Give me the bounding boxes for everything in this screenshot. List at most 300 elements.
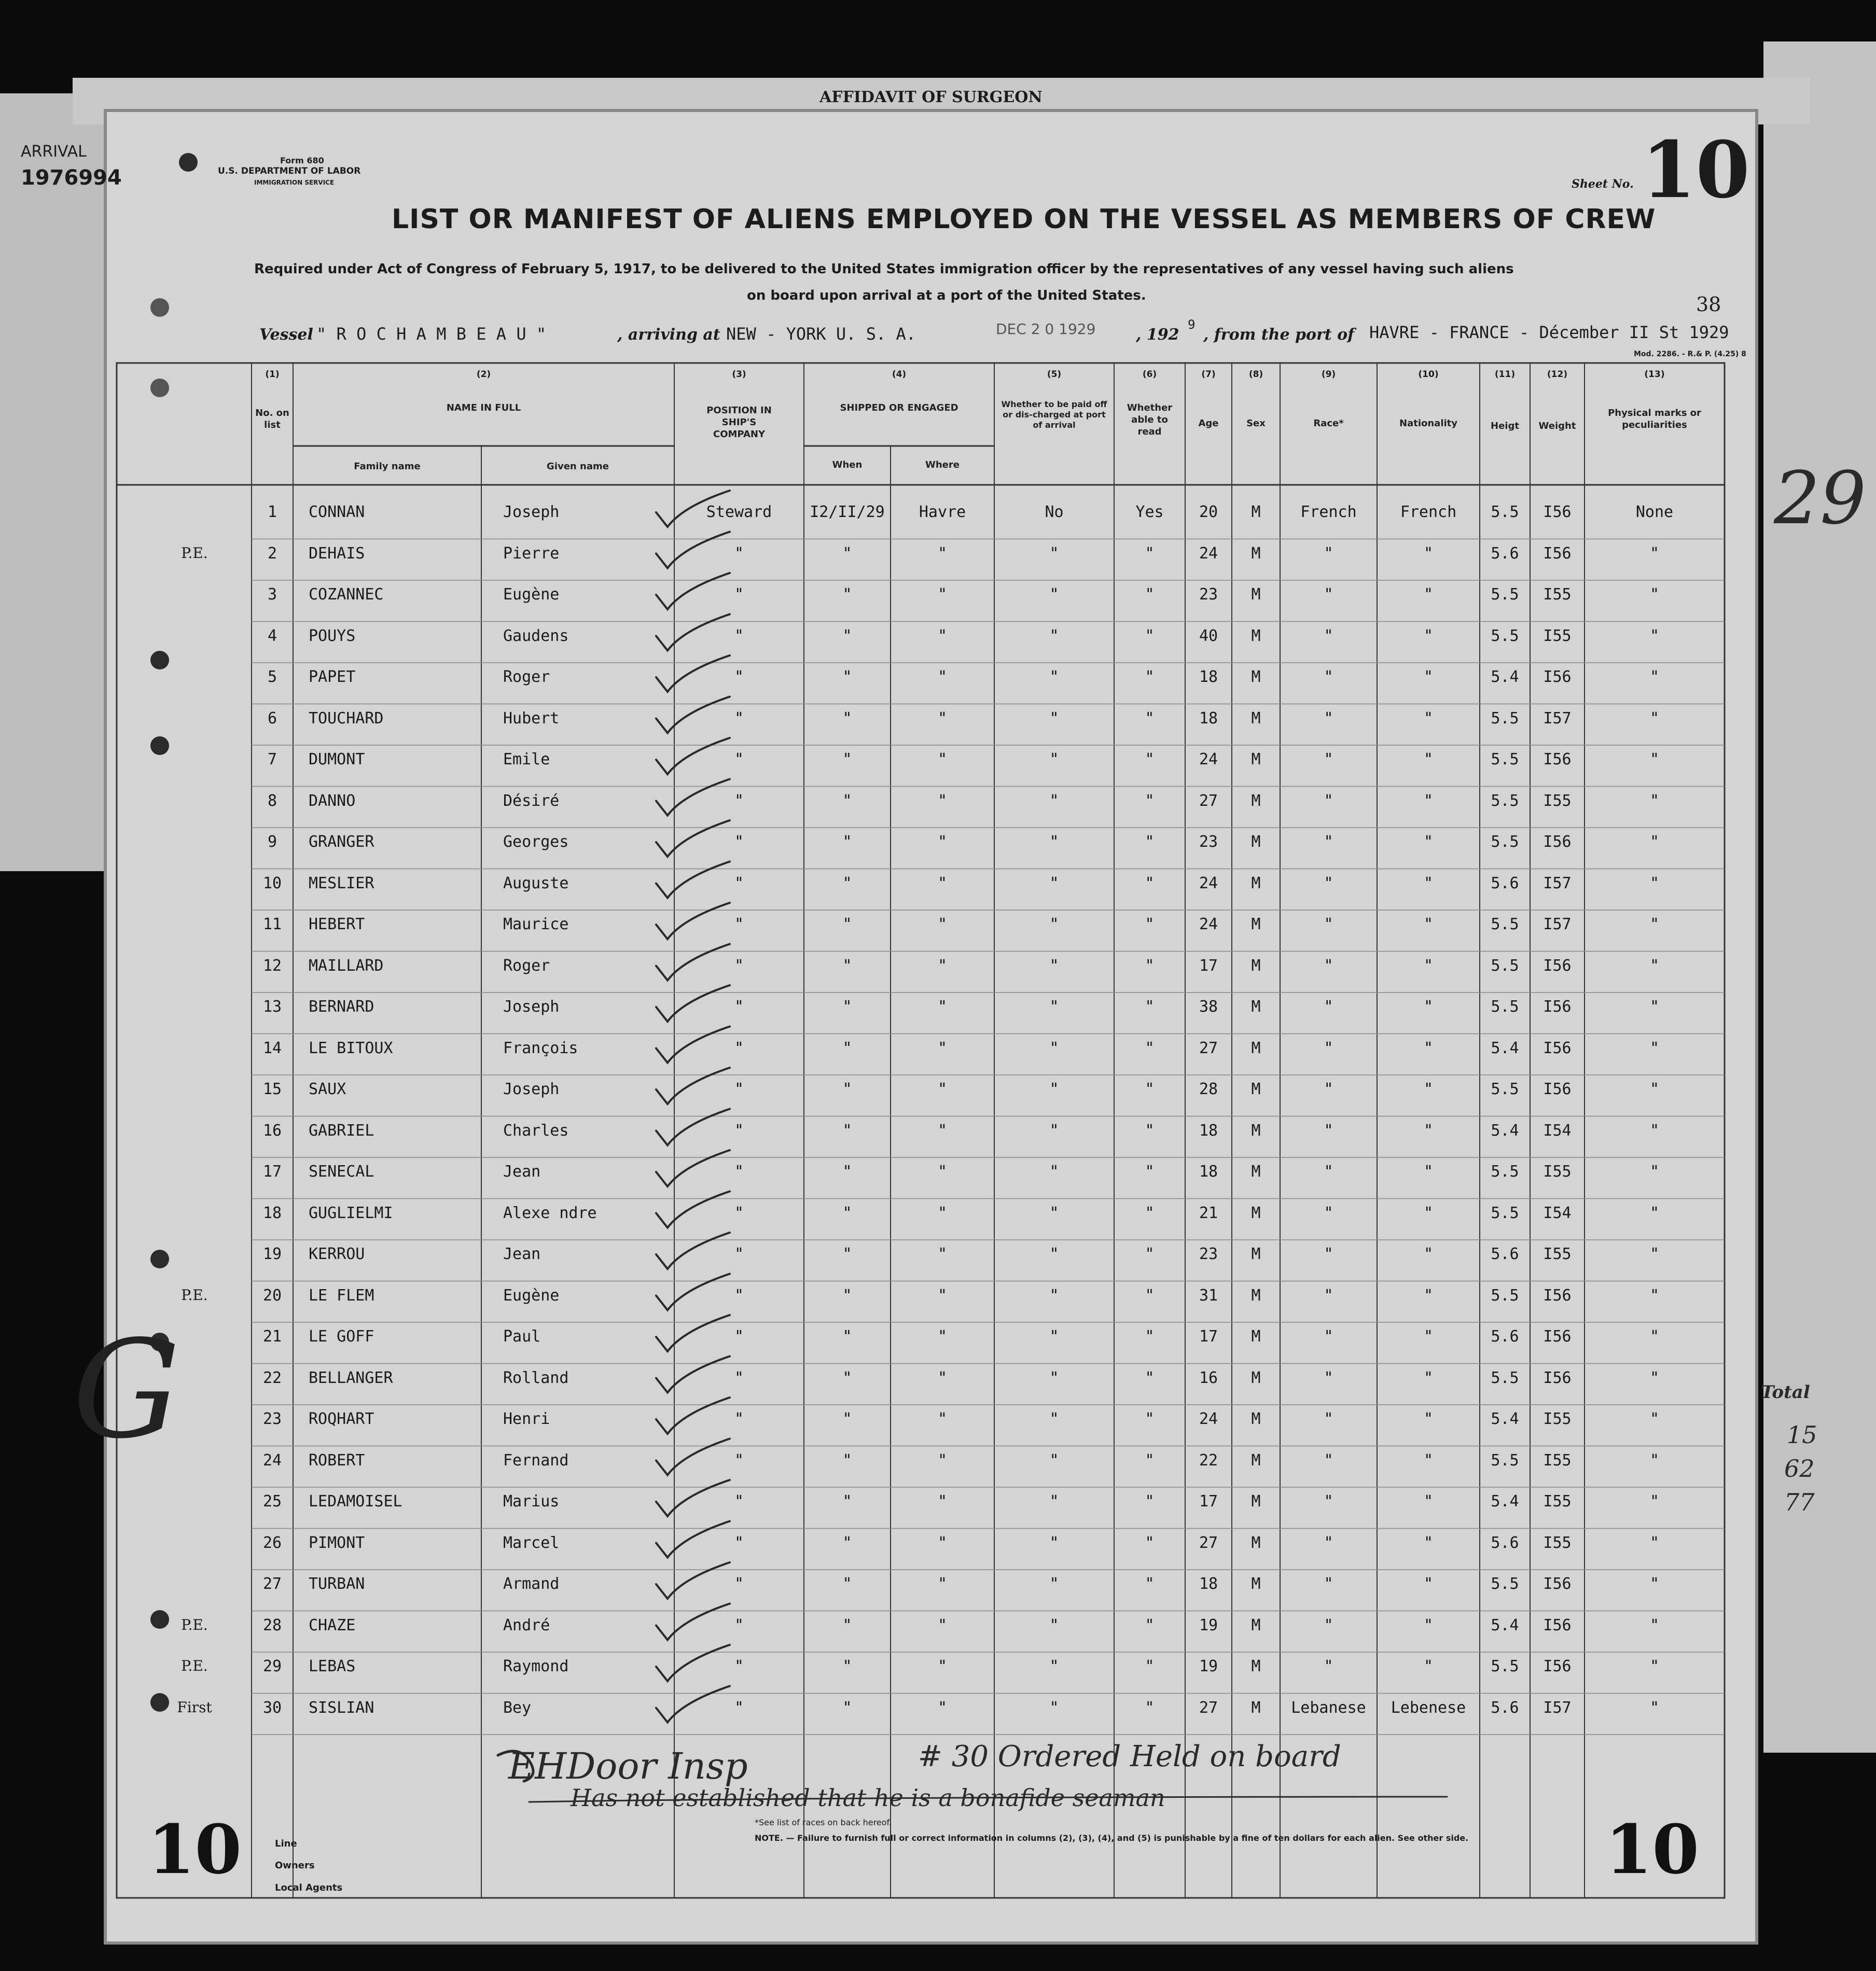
col4-number: (4) (892, 369, 907, 380)
nationality-cell: French (1400, 503, 1457, 521)
local-agents-label: Local Agents (275, 1882, 343, 1893)
nationality-cell: " (1423, 1492, 1434, 1511)
given-name-cell: André (503, 1616, 550, 1634)
shipped-where-cell: " (937, 1575, 948, 1593)
given-name-cell: Pierre (503, 544, 560, 563)
col6-header: Whether able to read (1127, 402, 1173, 437)
able-to-read-cell: " (1145, 874, 1155, 892)
age-cell: 27 (1199, 1533, 1218, 1552)
physical-marks-cell: " (1649, 1657, 1660, 1675)
weight-cell: I56 (1543, 1327, 1572, 1346)
weight-cell: I56 (1543, 503, 1572, 521)
nationality-cell: " (1423, 1451, 1434, 1470)
weight-cell: I56 (1543, 1286, 1572, 1305)
weight-cell: I56 (1543, 998, 1572, 1016)
physical-marks-cell: " (1649, 626, 1660, 645)
age-cell: 40 (1199, 626, 1218, 645)
paid-off-cell: " (1049, 874, 1059, 892)
shipped-where-cell: " (937, 1286, 948, 1305)
shipped-where-cell: " (937, 709, 948, 728)
nationality-cell: " (1423, 709, 1434, 728)
family-name-cell: CHAZE (309, 1616, 356, 1634)
family-name-cell: TOUCHARD (309, 709, 384, 728)
family-name-cell: BERNARD (309, 998, 374, 1016)
row-number-cell: 12 (262, 956, 282, 975)
physical-marks-cell: " (1649, 915, 1660, 933)
height-cell: 5.4 (1491, 1410, 1519, 1428)
physical-marks-cell: " (1649, 1327, 1660, 1346)
row-number-cell: 3 (267, 585, 277, 604)
paid-off-cell: " (1049, 544, 1059, 563)
physical-marks-cell: " (1649, 1245, 1660, 1263)
physical-marks-cell: " (1649, 709, 1660, 728)
position-cell: " (734, 1204, 744, 1222)
physical-marks-cell: " (1649, 1204, 1660, 1222)
able-to-read-cell: " (1145, 1410, 1155, 1428)
physical-marks-cell: " (1649, 1039, 1660, 1057)
position-cell: " (734, 750, 744, 768)
weight-cell: I55 (1543, 626, 1572, 645)
arriving-label: , arriving at (617, 326, 720, 344)
nationality-cell: " (1423, 1327, 1434, 1346)
age-cell: 27 (1199, 1039, 1218, 1057)
shipped-when-cell: " (842, 1575, 852, 1593)
position-cell: " (734, 668, 744, 686)
sex-cell: M (1251, 626, 1261, 645)
row-number-cell: 1 (267, 503, 277, 521)
physical-marks-cell: " (1649, 1080, 1660, 1098)
paid-off-cell: " (1049, 709, 1059, 728)
family-name-cell: PIMONT (309, 1533, 365, 1552)
sex-cell: M (1251, 833, 1261, 851)
binder-hole (150, 298, 169, 317)
paid-off-cell: " (1049, 1533, 1059, 1552)
family-name-cell: ROBERT (309, 1451, 365, 1470)
sex-cell: M (1251, 668, 1261, 686)
height-cell: 5.6 (1491, 1533, 1519, 1552)
vessel-name: " R O C H A M B E A U " (316, 324, 547, 344)
race-cell: French (1300, 503, 1357, 521)
race-cell: " (1324, 1204, 1333, 1222)
sex-cell: M (1251, 503, 1261, 521)
shipped-when-cell: " (842, 1492, 852, 1511)
weight-cell: I57 (1543, 915, 1572, 933)
col2-number: (2) (476, 369, 491, 380)
able-to-read-cell: " (1145, 1286, 1155, 1305)
shipped-where-cell: " (937, 750, 948, 768)
row-number-cell: 28 (262, 1616, 282, 1634)
paid-off-cell: " (1049, 750, 1059, 768)
age-cell: 17 (1199, 956, 1218, 975)
physical-marks-cell: " (1649, 956, 1660, 975)
given-name-cell: Eugène (503, 585, 560, 604)
sex-cell: M (1251, 1616, 1261, 1634)
height-cell: 5.5 (1491, 1204, 1519, 1222)
given-name-cell: Fernand (503, 1451, 569, 1470)
able-to-read-cell: " (1145, 1163, 1155, 1181)
col6-number: (6) (1142, 369, 1157, 380)
family-name-cell: SISLIAN (309, 1698, 374, 1717)
nationality-cell: " (1423, 1410, 1434, 1428)
age-cell: 24 (1199, 544, 1218, 563)
family-name-cell: ROQHART (309, 1410, 374, 1428)
paid-off-cell: " (1049, 998, 1059, 1016)
height-cell: 5.5 (1491, 1575, 1519, 1593)
given-name-cell: Alexe ndre (503, 1204, 597, 1222)
height-cell: 5.4 (1491, 1039, 1519, 1057)
row-number-cell: 10 (262, 874, 282, 892)
sheet-label: Sheet No. (1572, 177, 1634, 191)
mark-cell: P.E. (181, 1657, 208, 1674)
family-name-cell: HEBERT (309, 915, 365, 933)
sex-cell: M (1251, 1657, 1261, 1675)
able-to-read-cell: " (1145, 1368, 1155, 1387)
right-underlying-sheet (1763, 41, 1876, 1753)
given-name-cell: Gaudens (503, 626, 569, 645)
age-cell: 24 (1199, 1410, 1218, 1428)
age-cell: 16 (1199, 1368, 1218, 1387)
row-number-cell: 19 (262, 1245, 282, 1263)
given-name-cell: Henri (503, 1410, 550, 1428)
col9-header: Race* (1313, 418, 1344, 429)
weight-cell: I57 (1543, 709, 1572, 728)
paid-off-cell: " (1049, 1410, 1059, 1428)
col13-number: (13) (1644, 369, 1665, 380)
able-to-read-cell: " (1145, 1616, 1155, 1634)
row-number-cell: 26 (262, 1533, 282, 1552)
age-cell: 23 (1199, 585, 1218, 604)
able-to-read-cell: " (1145, 1575, 1155, 1593)
form-number: Form 680 (280, 156, 324, 165)
weight-cell: I56 (1543, 1368, 1572, 1387)
held-on-board-note: # 30 Ordered Held on board (918, 1740, 1341, 1773)
nationality-cell: " (1423, 626, 1434, 645)
shipped-where-cell: " (937, 998, 948, 1016)
col10-header: Nationality (1399, 418, 1457, 429)
family-name-cell: MESLIER (309, 874, 374, 892)
shipped-when-cell: " (842, 1039, 852, 1057)
race-cell: " (1324, 544, 1333, 563)
shipped-where-cell: " (937, 1451, 948, 1470)
race-cell: Lebanese (1291, 1698, 1366, 1717)
family-name-cell: KERROU (309, 1245, 365, 1263)
position-cell: " (734, 874, 744, 892)
position-cell: " (734, 1410, 744, 1428)
race-cell: " (1324, 626, 1333, 645)
col2b-header: Given name (547, 461, 609, 472)
height-cell: 5.5 (1491, 626, 1519, 645)
mark-cell: P.E. (181, 1286, 208, 1304)
col1-header: No. on list (255, 408, 289, 430)
family-name-cell: DEHAIS (309, 544, 365, 563)
shipped-when-cell: " (842, 750, 852, 768)
weight-cell: I54 (1543, 1204, 1572, 1222)
shipped-where-cell: " (937, 668, 948, 686)
given-name-cell: Paul (503, 1327, 541, 1346)
race-cell: " (1324, 750, 1333, 768)
col9-number: (9) (1321, 369, 1336, 380)
col4b-header: Where (925, 459, 960, 470)
sex-cell: M (1251, 1039, 1261, 1057)
shipped-where-cell: Havre (919, 503, 966, 521)
given-name-cell: Emile (503, 750, 550, 768)
race-cell: " (1324, 1492, 1333, 1511)
able-to-read-cell: Yes (1135, 503, 1164, 521)
department: U.S. DEPARTMENT OF LABOR (218, 166, 361, 176)
total-value-3: 77 (1784, 1488, 1815, 1516)
shipped-where-cell: " (937, 1039, 948, 1057)
seaman-note: Has not established that he is a bonafide seaman (571, 1784, 1165, 1812)
shipped-where-cell: " (937, 1616, 948, 1634)
shipped-when-cell: " (842, 1533, 852, 1552)
nationality-cell: " (1423, 1575, 1434, 1593)
row-number-cell: 11 (262, 915, 282, 933)
subtitle-line2: on board upon arrival at a port of the United States. (747, 288, 1146, 303)
position-cell: " (734, 1368, 744, 1387)
nationality-cell: " (1423, 1616, 1434, 1634)
able-to-read-cell: " (1145, 956, 1155, 975)
height-cell: 5.5 (1491, 709, 1519, 728)
given-name-cell: Jean (503, 1245, 541, 1263)
race-cell: " (1324, 1575, 1333, 1593)
col5-header: Whether to be paid off or dis-charged at port of arrival (1001, 399, 1107, 430)
row-number-cell: 9 (267, 833, 277, 851)
col12-number: (12) (1547, 369, 1568, 380)
race-cell: " (1324, 1657, 1333, 1675)
physical-marks-cell: " (1649, 1616, 1660, 1634)
date-stamp: DEC 2 0 1929 (996, 320, 1096, 338)
given-name-cell: Roger (503, 668, 550, 686)
height-cell: 5.4 (1491, 1121, 1519, 1140)
height-cell: 5.6 (1491, 1698, 1519, 1717)
age-cell: 31 (1199, 1286, 1218, 1305)
shipped-when-cell: " (842, 874, 852, 892)
sex-cell: M (1251, 1368, 1261, 1387)
sex-cell: M (1251, 998, 1261, 1016)
sex-cell: M (1251, 585, 1261, 604)
paid-off-cell: " (1049, 833, 1059, 851)
given-name-cell: Auguste (503, 874, 569, 892)
given-name-cell: Joseph (503, 503, 560, 521)
col1-number: (1) (265, 369, 280, 380)
paid-off-cell: " (1049, 1657, 1059, 1675)
family-name-cell: GUGLIELMI (309, 1204, 393, 1222)
right-margin-number: 29 (1774, 456, 1867, 541)
shipped-where-cell: " (937, 1204, 948, 1222)
able-to-read-cell: " (1145, 1533, 1155, 1552)
shipped-when-cell: " (842, 544, 852, 563)
sex-cell: M (1251, 750, 1261, 768)
able-to-read-cell: " (1145, 1121, 1155, 1140)
row-number-cell: 6 (267, 709, 277, 728)
col12-header: Weight (1538, 421, 1576, 431)
shipped-when-cell: " (842, 1163, 852, 1181)
given-name-cell: Joseph (503, 1080, 560, 1098)
race-cell: " (1324, 956, 1333, 975)
position-cell: " (734, 1616, 744, 1634)
able-to-read-cell: " (1145, 626, 1155, 645)
penalty-note: NOTE. — Failure to furnish full or correct information in columns (2), (3), (4), and (5) is punishable by a fine of ten dollars for each alien. See other side. (755, 1833, 1469, 1843)
sex-cell: M (1251, 1698, 1261, 1717)
weight-cell: I56 (1543, 668, 1572, 686)
able-to-read-cell: " (1145, 750, 1155, 768)
physical-marks-cell: " (1649, 668, 1660, 686)
paid-off-cell: " (1049, 915, 1059, 933)
physical-marks-cell: " (1649, 1575, 1660, 1593)
physical-marks-cell: None (1635, 503, 1674, 521)
binder-hole (150, 736, 169, 755)
given-name-cell: Eugène (503, 1286, 560, 1305)
paid-off-cell: " (1049, 1327, 1059, 1346)
sex-cell: M (1251, 1080, 1261, 1098)
col7-header: Age (1198, 418, 1219, 429)
nationality-cell: " (1423, 833, 1434, 851)
weight-cell: I56 (1543, 1575, 1572, 1593)
col8-number: (8) (1248, 369, 1263, 380)
given-name-cell: Hubert (503, 709, 560, 728)
weight-cell: I55 (1543, 791, 1572, 810)
mark-cell: First (177, 1698, 212, 1716)
races-note: *See list of races on back hereof. (755, 1818, 892, 1827)
nationality-cell: " (1423, 1039, 1434, 1057)
height-cell: 5.5 (1491, 1451, 1519, 1470)
shipped-where-cell: " (937, 1657, 948, 1675)
shipped-when-cell: " (842, 1368, 852, 1387)
weight-cell: I55 (1543, 1492, 1572, 1511)
able-to-read-cell: " (1145, 1451, 1155, 1470)
shipped-when-cell: " (842, 833, 852, 851)
paid-off-cell: " (1049, 1039, 1059, 1057)
given-name-cell: Maurice (503, 915, 569, 933)
shipped-when-cell: " (842, 585, 852, 604)
position-cell: " (734, 1286, 744, 1305)
owners-label: Owners (275, 1860, 315, 1871)
vessel-label: Vessel (259, 326, 313, 344)
height-cell: 5.5 (1491, 750, 1519, 768)
given-name-cell: Roger (503, 956, 550, 975)
left-big-letter: G (73, 1312, 180, 1469)
shipped-when-cell: " (842, 1204, 852, 1222)
binder-hole (150, 379, 169, 397)
paid-off-cell: " (1049, 1575, 1059, 1593)
row-number-cell: 5 (267, 668, 277, 686)
shipped-where-cell: " (937, 1245, 948, 1263)
race-cell: " (1324, 668, 1333, 686)
affidavit-heading: AFFIDAVIT OF SURGEON (819, 88, 1043, 106)
given-name-cell: Georges (503, 833, 569, 851)
family-name-cell: PAPET (309, 668, 356, 686)
family-name-cell: GABRIEL (309, 1121, 374, 1140)
shipped-where-cell: " (937, 544, 948, 563)
race-cell: " (1324, 1327, 1333, 1346)
sex-cell: M (1251, 709, 1261, 728)
position-cell: " (734, 1575, 744, 1593)
given-name-cell: Armand (503, 1575, 560, 1593)
given-name-cell: Désiré (503, 791, 560, 810)
col4a-header: When (832, 459, 863, 470)
position-cell: " (734, 709, 744, 728)
sex-cell: M (1251, 1327, 1261, 1346)
nationality-cell: " (1423, 1657, 1434, 1675)
shipped-when-cell: " (842, 956, 852, 975)
physical-marks-cell: " (1649, 998, 1660, 1016)
height-cell: 5.5 (1491, 503, 1519, 521)
height-cell: 5.5 (1491, 998, 1519, 1016)
nationality-cell: " (1423, 1121, 1434, 1140)
position-cell: " (734, 956, 744, 975)
shipped-when-cell: " (842, 998, 852, 1016)
sex-cell: M (1251, 1163, 1261, 1181)
arrival-label: ARRIVAL (21, 143, 87, 161)
given-name-cell: François (503, 1039, 578, 1057)
sex-cell: M (1251, 1533, 1261, 1552)
shipped-where-cell: " (937, 1368, 948, 1387)
paid-off-cell: " (1049, 1204, 1059, 1222)
given-name-cell: Charles (503, 1121, 569, 1140)
physical-marks-cell: " (1649, 750, 1660, 768)
row-number-cell: 29 (262, 1657, 282, 1675)
paid-off-cell: " (1049, 791, 1059, 810)
position-cell: " (734, 915, 744, 933)
paid-off-cell: " (1049, 1245, 1059, 1263)
from-port-label: , from the port of (1203, 326, 1355, 344)
paid-off-cell: " (1049, 1451, 1059, 1470)
age-cell: 21 (1199, 1204, 1218, 1222)
weight-cell: I55 (1543, 1533, 1572, 1552)
year-label: , 192 (1136, 326, 1179, 344)
weight-cell: I56 (1543, 1657, 1572, 1675)
race-cell: " (1324, 1533, 1333, 1552)
shipped-when-cell: " (842, 1080, 852, 1098)
height-cell: 5.6 (1491, 544, 1519, 563)
nationality-cell: Lebenese (1391, 1698, 1466, 1717)
manifest-title: LIST OR MANIFEST OF ALIENS EMPLOYED ON THE VESSEL AS MEMBERS OF CREW (392, 204, 1656, 235)
family-name-cell: POUYS (309, 626, 356, 645)
age-cell: 28 (1199, 1080, 1218, 1098)
height-cell: 5.6 (1491, 874, 1519, 892)
able-to-read-cell: " (1145, 791, 1155, 810)
physical-marks-cell: " (1649, 1163, 1660, 1181)
able-to-read-cell: " (1145, 1080, 1155, 1098)
sex-cell: M (1251, 956, 1261, 975)
sex-cell: M (1251, 1451, 1261, 1470)
race-cell: " (1324, 1616, 1333, 1634)
given-name-cell: Bey (503, 1698, 532, 1717)
weight-cell: I56 (1543, 750, 1572, 768)
nationality-cell: " (1423, 1533, 1434, 1552)
weight-cell: I56 (1543, 833, 1572, 851)
height-cell: 5.5 (1491, 791, 1519, 810)
left-underlying-sheet (0, 93, 119, 871)
shipped-when-cell: " (842, 709, 852, 728)
col13-header: Physical marks or peculiarities (1608, 408, 1701, 430)
row-number-cell: 16 (262, 1121, 282, 1140)
sex-cell: M (1251, 874, 1261, 892)
age-cell: 23 (1199, 1245, 1218, 1263)
family-name-cell: DANNO (309, 791, 356, 810)
shipped-where-cell: " (937, 915, 948, 933)
sheet-number: 10 (1642, 124, 1750, 216)
age-cell: 18 (1199, 668, 1218, 686)
binder-hole (150, 1250, 169, 1268)
paid-off-cell: " (1049, 1080, 1059, 1098)
able-to-read-cell: " (1145, 998, 1155, 1016)
race-cell: " (1324, 1163, 1333, 1181)
age-cell: 24 (1199, 915, 1218, 933)
family-name-cell: LEBAS (309, 1657, 356, 1675)
shipped-when-cell: " (842, 626, 852, 645)
height-cell: 5.5 (1491, 1286, 1519, 1305)
